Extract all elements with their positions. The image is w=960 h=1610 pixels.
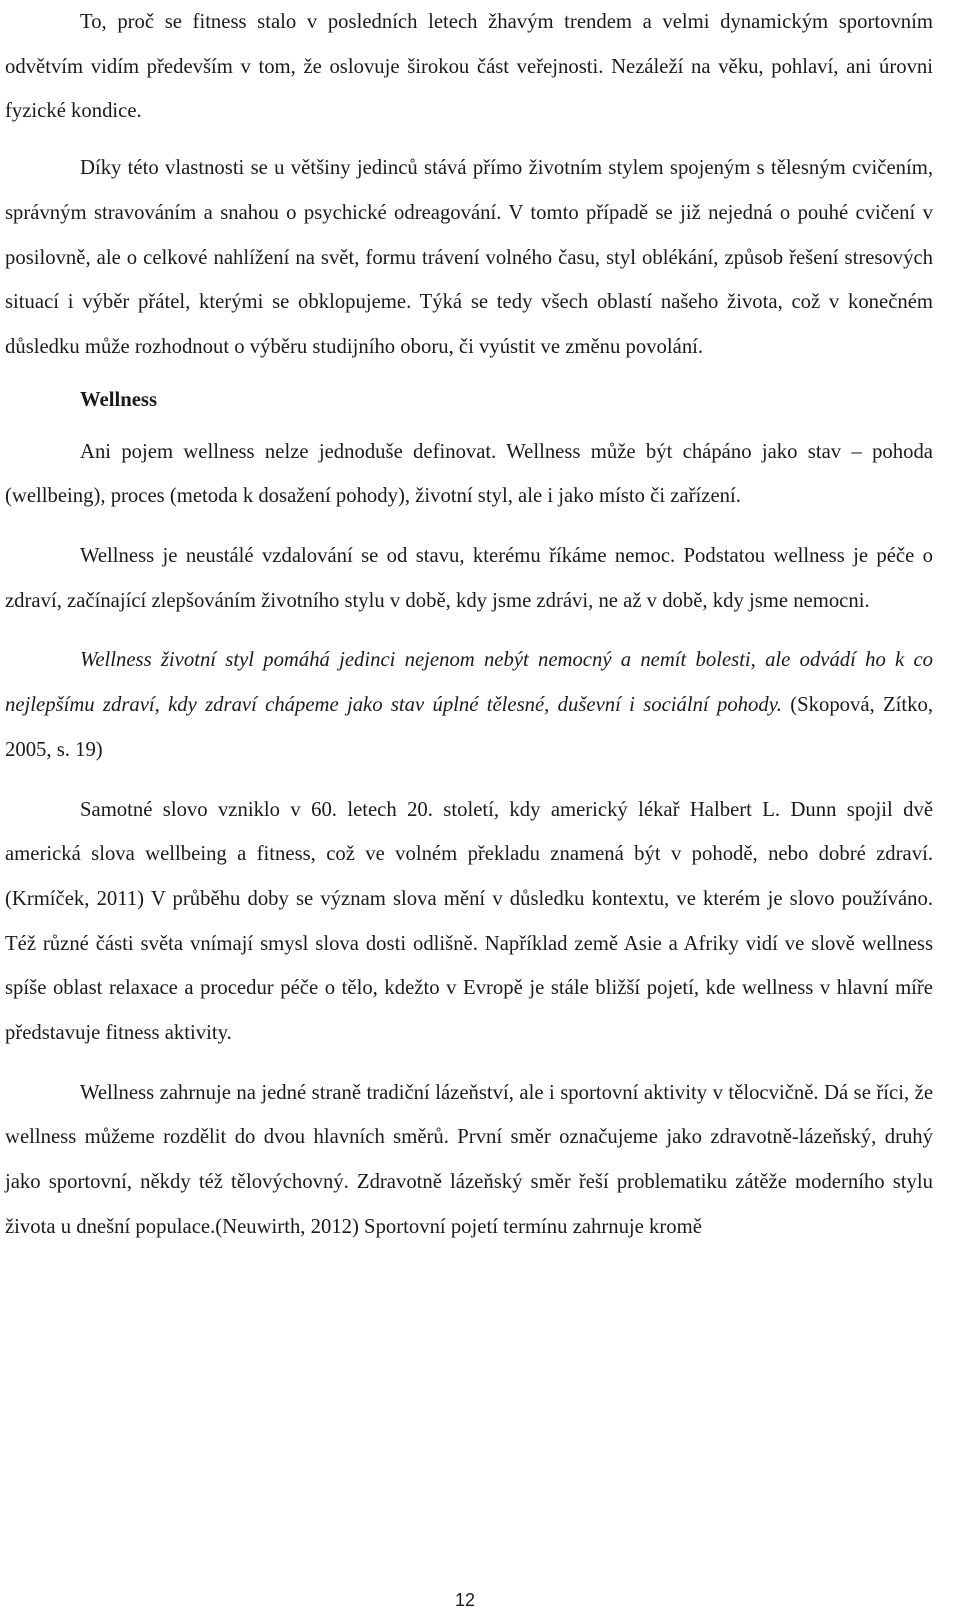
document-page xyxy=(5,0,933,1250)
paragraph-wellness-definition: Ani pojem wellness nelze jednoduše definovat. Wellness může být chápáno jako stav – pohoda (wellbeing), proces (metoda k dosažení pohody), životní styl, ale i jako místo či zařízení. xyxy=(5,440,933,508)
section-heading-wellness: Wellness xyxy=(80,388,158,411)
quote-citation: (Skopová, Zítko, 2005, s. 19) xyxy=(5,694,933,761)
quote-paragraph xyxy=(5,638,933,772)
paragraph-wellness-directions: Wellness zahrnuje na jedné straně tradiční lázeňství, ale i sportovní aktivity v tělocvičně. Dá se říci, že wellness můžeme rozdělit do dvou hlavních směrů. První směr označujeme jako zdravotně-lázeňský, druhý jako sportovní, někdy též tělovýchovný. Zdravotně lázeňský směr řeší problematiku zátěže moderního stylu života u dnešní populace.(Neuwirth, 2012) Sportovní pojetí termínu zahrnuje kromě xyxy=(5,1081,933,1238)
page-number: 12 xyxy=(454,1590,476,1610)
paragraph-word-origin: Samotné slovo vzniklo v 60. letech 20. století, kdy americký lékař Halbert L. Dunn spojil dvě americká slova wellbeing a fitness, což ve volném překladu znamená být v pohodě, nebo dobré zdraví. (Krmíček, 2011) V průběhu doby se význam slova mění v důsledku kontextu, ve kterém je slovo používáno. Též různé části světa vnímají smysl slova dosti odlišně. Například země Asie a Afriky vidí ve slově wellness spíše oblast relaxace a procedur péče o tělo, kdežto v Evropě je stále bližší pojetí, kde wellness v hlavní míře představuje fitness aktivity. xyxy=(5,798,933,1045)
paragraph-wellness-health: Wellness je neustálé vzdalování se od stavu, kterému říkáme nemoc. Podstatou wellness je péče o zdraví, začínající zlepšováním životního stylu v době, kdy jsme zdrávi, ne až v době, kdy jsme nemocni. xyxy=(5,545,933,612)
paragraph-lifestyle: Díky této vlastnosti se u většiny jedinců stává přímo životním stylem spojeným s tělesným cvičením, správným stravováním a snahou o psychické odreagování. V tomto případě se již nejedná o pouhé cvičení v posilovně, ale o celkové nahlížení na svět, formu trávení volného času, styl oblékání, způsob řešení stresových situací i výběr přátel, kterými se obklopujeme. Týká se tedy všech oblastí našeho života, což v konečném důsledku může rozhodnout o výběru studijního oboru, či vyústit ve změnu povolání. xyxy=(5,157,933,358)
quote-text: Wellness životní styl pomáhá jedinci nejenom nebýt nemocný a nemít bolesti, ale odvádí ho k co nejlepšímu zdraví, kdy zdraví chápeme jako stav úplné tělesné, duševní i sociální pohody. xyxy=(5,649,933,717)
paragraph-fitness-trend: To, proč se fitness stalo v posledních letech žhavým trendem a velmi dynamickým sportovním odvětvím vidím především v tom, že oslovuje širokou část veřejnosti. Nezáleží na věku, pohlaví, ani úrovni fyzické kondice. xyxy=(5,11,933,123)
